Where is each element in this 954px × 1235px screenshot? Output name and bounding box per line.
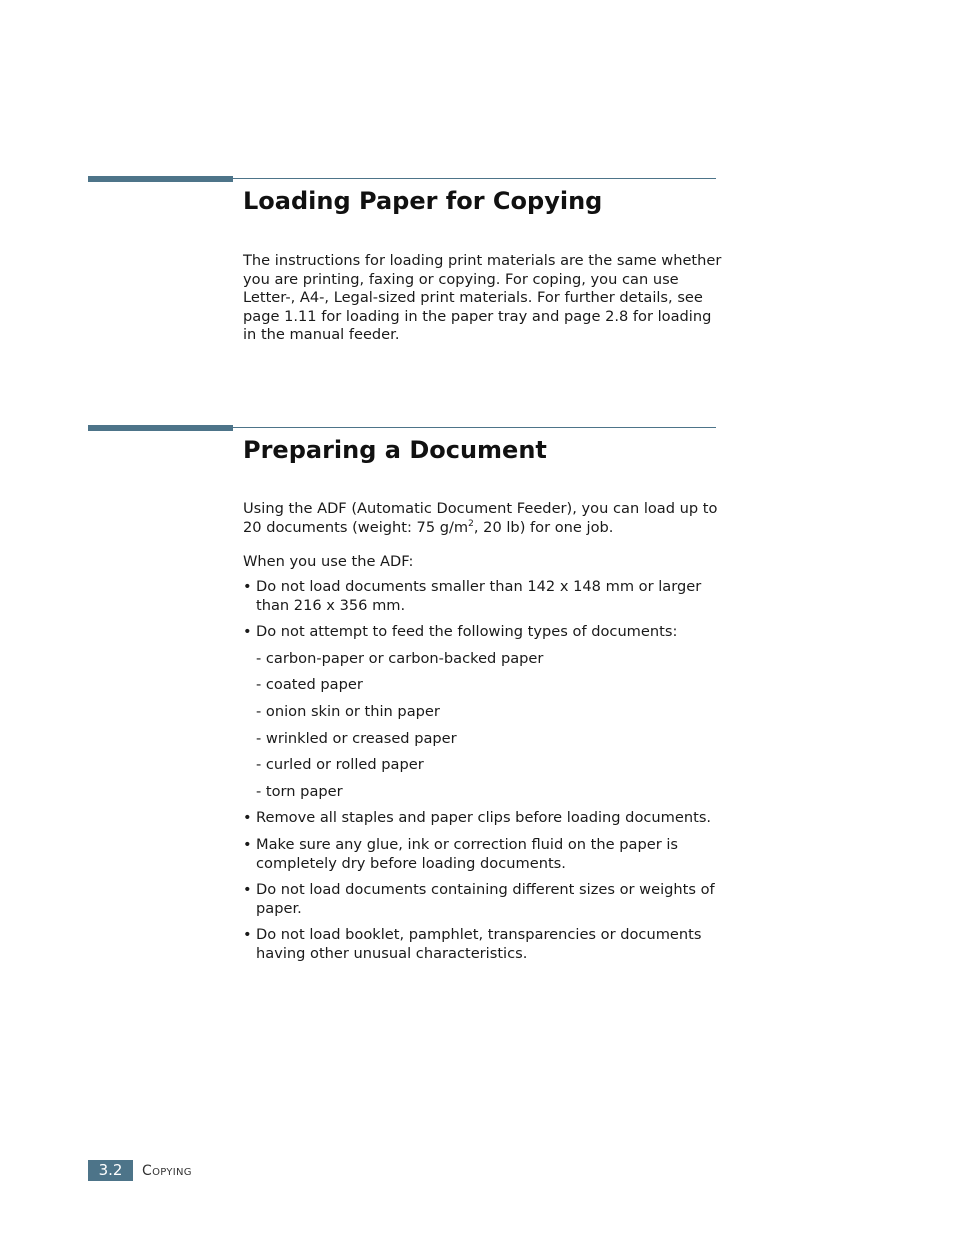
list-item [243, 809, 723, 828]
list-item [243, 881, 723, 918]
bullet-symbol: • [243, 835, 252, 853]
section-divider [88, 425, 716, 431]
document-types-sublist [256, 650, 723, 802]
section-intro-preparing-document [243, 500, 723, 537]
list-item-text: Remove all staples and paper clips before loading documents. [256, 809, 712, 827]
chapter-label: Copying [142, 1163, 192, 1179]
divider-thick-bar [88, 425, 233, 431]
sub-list-item: - coated paper [256, 676, 363, 694]
section-body-loading-paper: The instructions for loading print materials are the same whether you are printing, faxing or copying. For coping, you can use Letter-, A4-, Legal-sized print materials. For further details, see page 1.11 for loading in the paper tray and page 2.8 for loading in the manual feeder. [243, 252, 722, 344]
bullet-symbol: • [243, 926, 252, 944]
list-item-text: Do not load documents containing different sizes or weights of paper. [256, 881, 715, 917]
list-item-text: Make sure any glue, ink or correction fluid on the paper is completely dry before loading documents. [256, 835, 679, 872]
intro-text-start: Using the ADF (Automatic Document Feeder), you can load up to 20 documents (weight: 75 g/m [243, 500, 718, 536]
page-number: 3.2 [88, 1160, 133, 1181]
section-title-preparing-document: Preparing a Document [243, 436, 547, 464]
list-item-text: Do not attempt to feed the following types of documents: [256, 623, 678, 641]
intro-text-end: , 20 lb) for one job. [473, 518, 614, 536]
adf-guidelines-list [243, 578, 723, 972]
bullet-symbol: • [243, 623, 252, 641]
section-divider [88, 176, 716, 182]
intro-superscript: 2 [468, 518, 474, 529]
sub-list-item: - torn paper [256, 782, 343, 800]
list-item [243, 926, 723, 963]
when-adf-label: When you use the ADF: [243, 553, 414, 570]
bullet-symbol: • [243, 809, 252, 827]
sub-list-item: - wrinkled or creased paper [256, 729, 457, 747]
list-item [243, 836, 723, 873]
bullet-symbol: • [243, 881, 252, 899]
section-title-loading-paper: Loading Paper for Copying [243, 187, 603, 215]
list-item-text: Do not load booklet, pamphlet, transparencies or documents having other unusual characteristics. [256, 926, 702, 962]
list-item [243, 623, 723, 801]
sub-list-item: - onion skin or thin paper [256, 702, 440, 720]
divider-thin-line [233, 427, 716, 428]
sub-list-item: - curled or rolled paper [256, 756, 424, 774]
list-item-text: Do not load documents smaller than 142 x 148 mm or larger than 216 x 356 mm. [256, 578, 702, 614]
bullet-symbol: • [243, 578, 252, 595]
divider-thin-line [233, 178, 716, 179]
divider-thick-bar [88, 176, 233, 182]
sub-list-item: - carbon-paper or carbon-backed paper [256, 649, 544, 667]
list-item [243, 578, 723, 615]
